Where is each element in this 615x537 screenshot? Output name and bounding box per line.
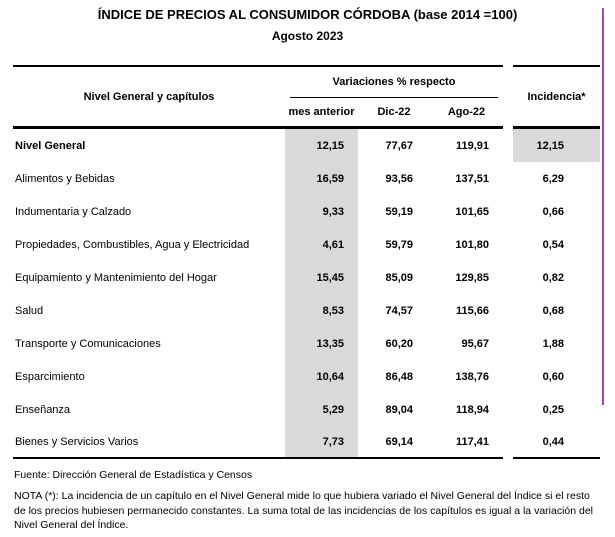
table-row: [13, 393, 600, 426]
col-header-dic-22: Dic-22: [377, 105, 411, 118]
column-gap: [503, 228, 513, 261]
cell-dic-22: 93,56: [385, 172, 413, 185]
cell-incidencia: 0,66: [542, 205, 564, 218]
variations-group-header: Variaciones % respecto: [290, 67, 498, 98]
row-label: Propiedades, Combustibles, Agua y Electricidad: [15, 238, 250, 251]
cell-dic-22: 85,09: [385, 271, 413, 284]
cell-incidencia: 12,15: [513, 129, 600, 162]
table-row: [13, 327, 600, 360]
cell-mes-anterior: 12,15: [285, 129, 358, 162]
column-gap: [503, 426, 513, 459]
cell-dic-22: 59,19: [385, 205, 413, 218]
cell-ago-22: 119,91: [455, 139, 489, 152]
col-header-ago-22: Ago-22: [447, 105, 486, 118]
row-label: Bienes y Servicios Varios: [13, 426, 285, 459]
row-label: Equipamiento y Mantenimiento del Hogar: [15, 271, 217, 284]
cell-ago-22: 101,80: [455, 238, 489, 251]
row-label: Salud: [15, 304, 44, 317]
cell-dic-22: 77,67: [385, 139, 413, 152]
table-body: [13, 129, 600, 459]
cell-incidencia: 0,25: [542, 403, 564, 416]
cell-ago-22: 117,41: [430, 426, 503, 459]
cell-mes-anterior: 15,45: [285, 261, 358, 294]
table-row: [13, 360, 600, 393]
footnote: NOTA (*): La incidencia de un capítulo en el Nivel General mide lo que hubiera variado el Nivel General del Índice si el resto de los precios hubiesen permanecido constantes. La suma total de las incidencias de los capítulos es igual a la variación del Nivel General del Índice.: [14, 490, 594, 532]
column-gap: [503, 195, 513, 228]
cell-ago-22: 101,65: [455, 205, 489, 218]
table-row: [13, 426, 600, 459]
cell-incidencia: 1,88: [542, 337, 564, 350]
table-row: [13, 195, 600, 228]
cell-incidencia: 0,60: [542, 370, 564, 383]
column-gap: [503, 129, 513, 162]
cell-dic-22: 86,48: [385, 370, 413, 383]
cell-dic-22: 60,20: [385, 337, 413, 350]
column-gap: [503, 393, 513, 426]
cell-ago-22: 138,76: [455, 370, 489, 383]
cell-incidencia: 0,82: [542, 271, 564, 284]
col-header-mes-anterior-label: mes anterior: [288, 105, 355, 118]
table-row: [13, 294, 600, 327]
cell-ago-22: 118,94: [455, 403, 489, 416]
row-label: Transporte y Comunicaciones: [15, 337, 161, 350]
cell-dic-22: 89,04: [385, 403, 413, 416]
cell-incidencia: 0,68: [542, 304, 564, 317]
page-subtitle: Agosto 2023: [271, 29, 344, 43]
cell-incidencia: 6,29: [542, 172, 564, 185]
source-note: Fuente: Dirección General de Estadística y Censos: [14, 469, 253, 481]
cpi-table: [13, 65, 600, 459]
column-gap: [503, 327, 513, 360]
cell-mes-anterior: 7,73: [285, 426, 358, 459]
cell-ago-22: 95,67: [461, 337, 489, 350]
row-label: Indumentaria y Calzado: [15, 205, 132, 218]
row-label: Alimentos y Bebidas: [15, 172, 115, 185]
row-label: Enseñanza: [15, 403, 71, 416]
variations-subheaders: [285, 98, 503, 126]
cell-mes-anterior: 8,53: [285, 294, 358, 327]
column-gap: [503, 360, 513, 393]
cell-ago-22: 129,85: [455, 271, 489, 284]
column-gap: [503, 261, 513, 294]
cell-mes-anterior: 9,33: [285, 195, 358, 228]
cell-dic-22: 74,57: [385, 304, 413, 317]
cell-dic-22: 59,79: [385, 238, 413, 251]
cell-dic-22: 69,14: [358, 426, 430, 459]
cell-ago-22: 115,66: [455, 304, 489, 317]
right-accent-line: [602, 8, 604, 405]
col-header-mes-anterior: [285, 106, 358, 119]
cell-mes-anterior: 13,35: [285, 327, 358, 360]
table-row: [13, 129, 600, 162]
cell-mes-anterior: 16,59: [285, 162, 358, 195]
cell-mes-anterior: 4,61: [285, 228, 358, 261]
cell-incidencia: 0,54: [542, 238, 564, 251]
cell-ago-22: 137,51: [455, 172, 489, 185]
row-label: Nivel General: [15, 139, 86, 152]
column-gap: [503, 162, 513, 195]
page-title: ÍNDICE DE PRECIOS AL CONSUMIDOR CÓRDOBA (base 2014 =100): [97, 7, 518, 22]
col-header-incidencia: Incidencia*: [513, 65, 600, 129]
column-gap: [503, 294, 513, 327]
header-column-gap: [503, 65, 513, 129]
cell-incidencia: 0,44: [513, 426, 600, 459]
row-label: Esparcimiento: [15, 370, 85, 383]
cell-mes-anterior: 10,64: [285, 360, 358, 393]
table-row: [13, 261, 600, 294]
variations-column-group: [285, 65, 503, 129]
row-header-label: Nivel General y capítulos: [13, 65, 285, 129]
table-row: [13, 228, 600, 261]
cell-mes-anterior: 5,29: [285, 393, 358, 426]
table-header: [13, 65, 600, 129]
table-row: [13, 162, 600, 195]
